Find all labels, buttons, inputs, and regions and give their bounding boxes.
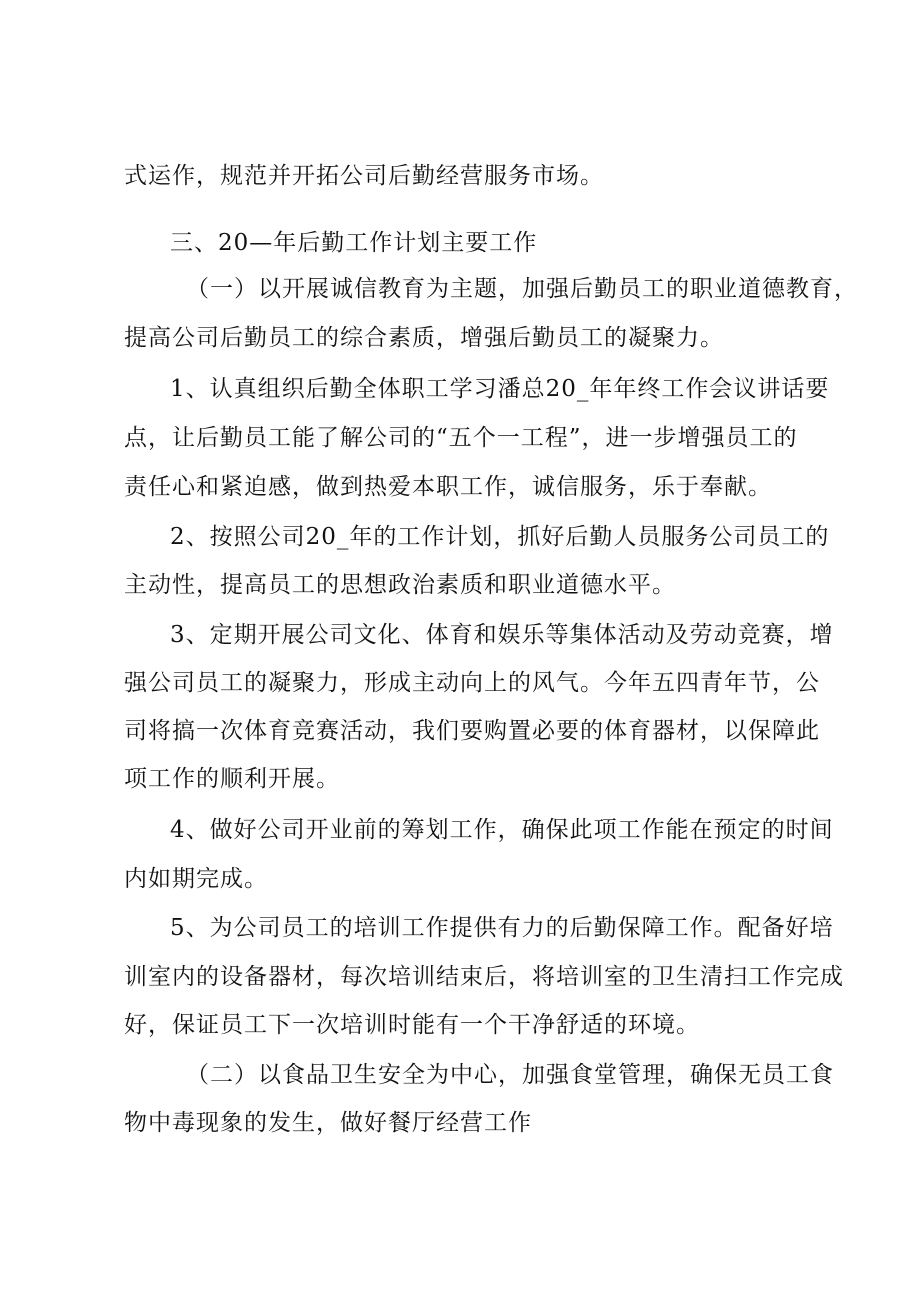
text-line: 司将搞一次体育竞赛活动，我们要购置必要的体育器材，以保障此	[124, 718, 820, 744]
subsection-heading: （二）以食品卫生安全为中心，加强食堂管理，确保无员工食	[186, 1062, 834, 1088]
text-line: 好，保证员工下一次培训时能有一个干净舒适的环境。	[124, 1012, 700, 1038]
text-line: 强公司员工的凝聚力，形成主动向上的风气。今年五四青年节，公	[124, 670, 820, 696]
text-line: 项工作的顺利开展。	[124, 766, 340, 792]
text-line: 责任心和紧迫感，做到热爱本职工作，诚信服务，乐于奉献。	[124, 474, 772, 500]
section-heading: 三、20—年后勤工作计划主要工作	[170, 230, 538, 256]
list-item: 4、做好公司开业前的筹划工作，确保此项工作能在预定的时间	[170, 817, 834, 843]
text-line: 式运作，规范并开拓公司后勤经营服务市场。	[124, 163, 604, 189]
list-item: 1、认真组织后勤全体职工学习潘总20_年年终工作会议讲话要	[170, 376, 830, 402]
subsection-heading: （一）以开展诚信教育为主题，加强后勤员工的职业道德教育，	[186, 276, 858, 302]
list-item: 3、定期开展公司文化、体育和娱乐等集体活动及劳动竞赛，增	[170, 622, 834, 648]
text-line: 点，让后勤员工能了解公司的“五个一工程”，进一步增强员工的	[124, 425, 798, 451]
text-line: 内如期完成。	[124, 866, 268, 892]
text-line: 主动性，提高员工的思想政治素质和职业道德水平。	[124, 572, 676, 598]
list-item: 5、为公司员工的培训工作提供有力的后勤保障工作。配备好培	[170, 915, 834, 941]
text-line: 训室内的设备器材，每次培训结束后，将培训室的卫生清扫工作完成	[124, 964, 844, 990]
text-line: 提高公司后勤员工的综合素质，增强后勤员工的凝聚力。	[124, 325, 724, 351]
text-line: 物中毒现象的发生，做好餐厅经营工作	[124, 1110, 532, 1136]
list-item: 2、按照公司20_年的工作计划，抓好后勤人员服务公司员工的	[170, 524, 830, 550]
